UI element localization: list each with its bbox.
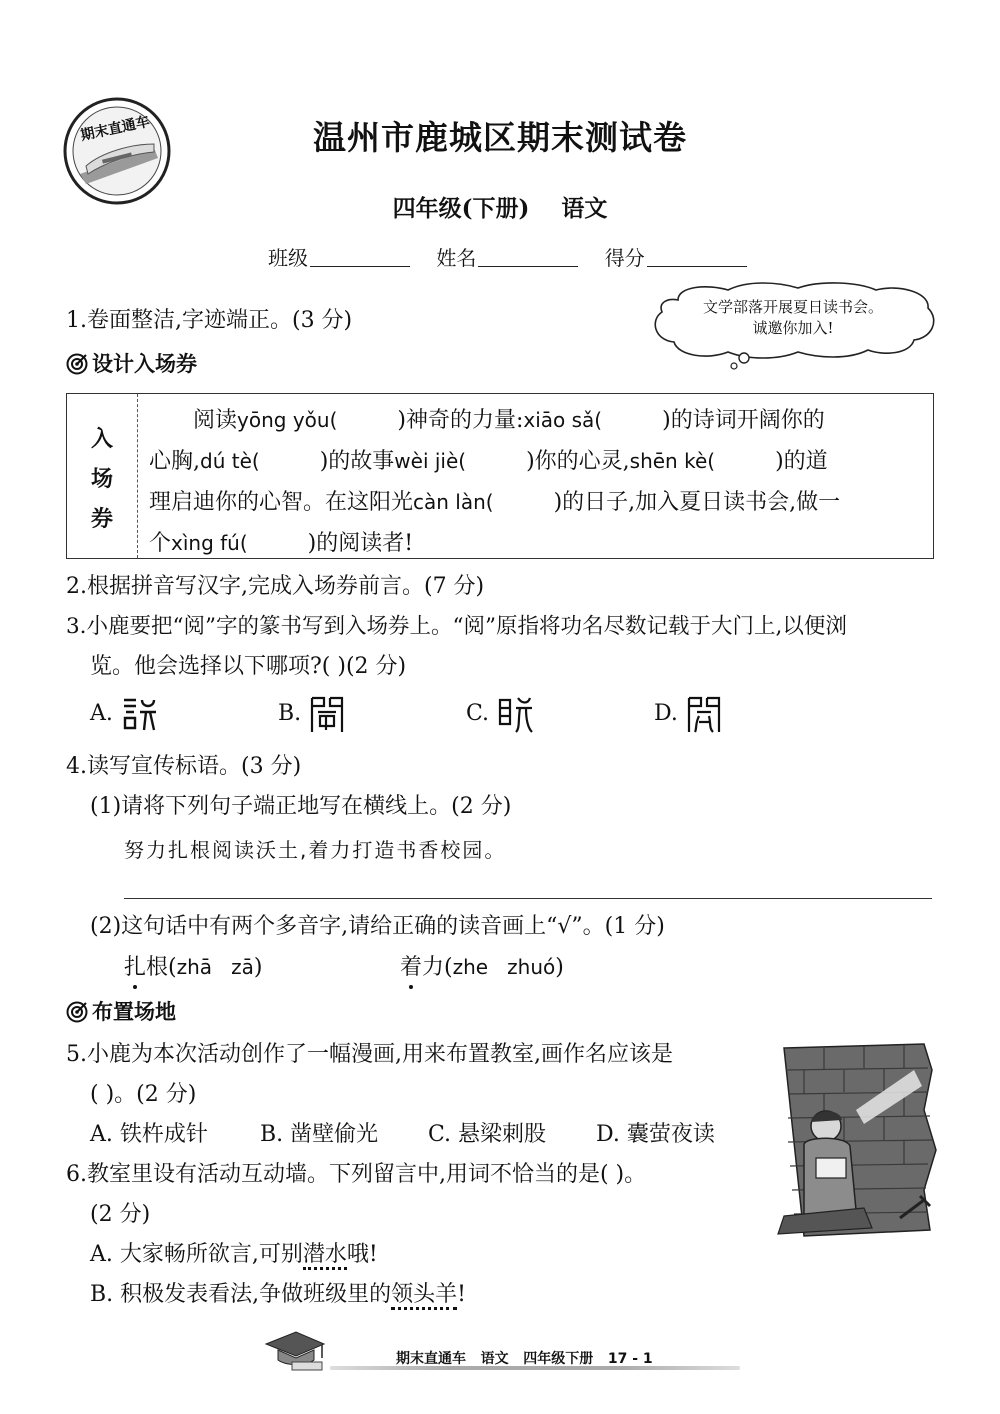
- ticket-box: [66, 393, 934, 559]
- question-5-line-2: ( )。(2 分): [90, 1082, 197, 1107]
- question-6-option-b[interactable]: [90, 1280, 466, 1310]
- pinyin-prompt: wèi jiè(: [394, 449, 467, 473]
- footer-text: 期末直通车 语文 四年级下册 17 - 1: [396, 1351, 653, 1367]
- bubble-line-2: 诚邀你加入!: [752, 319, 834, 337]
- section-title: 布置场地: [92, 999, 176, 1024]
- score-label: 得分: [604, 246, 645, 270]
- question-6-line-2: (2 分): [90, 1202, 151, 1227]
- polyphone-item-2[interactable]: [400, 952, 564, 983]
- pinyin-prompt: xìng fú(: [171, 531, 248, 555]
- question-5-option-d[interactable]: D. 囊萤夜读: [596, 1122, 715, 1147]
- ticket-text-part: )的诗词开阔你的: [662, 408, 825, 433]
- pinyin-options: zhe zhuó: [452, 955, 556, 979]
- ticket-text-part: )的道: [775, 449, 828, 474]
- dotted-char: 扎: [124, 953, 146, 983]
- subject-label: 语文: [561, 195, 608, 222]
- ticket-text-part: )的阅读者!: [307, 531, 414, 556]
- page-title: 温州市鹿城区期末测试卷: [313, 118, 687, 157]
- name-label: 姓名: [436, 246, 477, 270]
- question-3-line-2: 览。他会选择以下哪项?( )(2 分): [90, 654, 407, 679]
- illustration-wall-reading: [764, 1040, 944, 1240]
- writing-line[interactable]: [124, 898, 932, 899]
- polyphone-text: 根(: [146, 955, 177, 980]
- class-label: 班级: [268, 246, 308, 270]
- ticket-text-part: 心胸,: [149, 449, 200, 474]
- seal-script-glyph-c: [496, 694, 534, 734]
- student-info: [268, 242, 767, 271]
- ticket-text-part: 阅读: [193, 408, 238, 433]
- pinyin-prompt: shēn kè(: [629, 449, 716, 473]
- question-6-option-a[interactable]: [90, 1240, 378, 1270]
- question-4: 4.读写宣传标语。(3 分): [66, 754, 302, 779]
- option-text: !: [457, 1282, 467, 1307]
- slogan-text: 努力扎根阅读沃土,着力打造书香校园。: [124, 838, 507, 862]
- name-field[interactable]: [478, 248, 578, 267]
- option-d[interactable]: [654, 694, 723, 734]
- question-6-line-1: 6.教室里设有活动互动墙。下列留言中,用词不恰当的是( )。: [66, 1162, 647, 1187]
- pinyin-prompt: xiāo sǎ(: [523, 408, 603, 432]
- target-icon: [66, 1001, 88, 1023]
- ticket-side-char: 入: [91, 426, 114, 452]
- question-5-option-a[interactable]: A. 铁杵成针: [90, 1122, 208, 1147]
- ticket-text-part: 理启迪你的心智。在这阳光: [149, 490, 414, 515]
- option-text: 哦!: [346, 1242, 378, 1267]
- ticket-text-part: 个: [149, 531, 172, 556]
- option-label: D.: [654, 701, 678, 726]
- question-1: 1.卷面整洁,字迹端正。(3 分): [66, 308, 353, 333]
- question-3-line-1: 3.小鹿要把“阅”字的篆书写到入场券上。“阅”原指将功名尽数记载于大门上,以便浏: [66, 614, 847, 639]
- pinyin-options: zhā zā: [176, 955, 254, 979]
- speech-bubble: [648, 280, 938, 372]
- pinyin-prompt: dú tè(: [200, 449, 260, 473]
- seal-script-glyph-d: [685, 694, 723, 734]
- section-design-ticket: [66, 348, 197, 378]
- ticket-text: [149, 400, 929, 564]
- option-b[interactable]: [278, 694, 346, 734]
- polyphone-text: ): [253, 955, 263, 980]
- option-text: A. 大家畅所欲言,可别: [90, 1242, 303, 1267]
- polyphone-text: ): [555, 955, 564, 980]
- target-icon: [66, 353, 88, 375]
- ticket-text-part: )的故事: [319, 449, 395, 474]
- option-a[interactable]: [90, 694, 158, 734]
- polyphone-item-1[interactable]: [124, 952, 262, 983]
- pinyin-prompt: yōng yǒu(: [237, 408, 338, 432]
- seal-script-glyph-a: [120, 694, 158, 734]
- ticket-text-part: )神奇的力量:: [397, 408, 524, 433]
- ticket-side-char: 场: [91, 466, 114, 492]
- option-c[interactable]: [466, 694, 534, 734]
- class-field[interactable]: [310, 248, 410, 267]
- pinyin-prompt: càn làn(: [413, 490, 494, 514]
- question-5-option-c[interactable]: C. 悬梁刺股: [428, 1122, 547, 1147]
- question-4-sub-1: (1)请将下列句子端正地写在横线上。(2 分): [90, 794, 512, 819]
- section-arrange-venue: [66, 996, 176, 1026]
- ticket-text-part: )你的心灵,: [526, 449, 630, 474]
- seal-script-glyph-b: [308, 694, 346, 734]
- question-2: 2.根据拼音写汉字,完成入场券前言。(7 分): [66, 574, 485, 599]
- option-label: C.: [466, 701, 490, 726]
- dotted-word: 领头羊: [391, 1282, 457, 1310]
- ticket-text-part: )的日子,加入夏日读书会,做一: [553, 490, 841, 515]
- section-title: 设计入场券: [92, 351, 197, 376]
- option-text: B. 积极发表看法,争做班级里的: [90, 1282, 392, 1307]
- bubble-line-1: 文学部落开展夏日读书会。: [702, 298, 883, 316]
- dotted-word: 潜水: [303, 1242, 347, 1270]
- option-label: B.: [278, 701, 302, 726]
- ticket-side: [67, 394, 138, 558]
- logo-text: 期末直通车: [79, 113, 152, 145]
- question-4-sub-2: (2)这句话中有两个多音字,请给正确的读音画上“√”。(1 分): [90, 914, 665, 939]
- dotted-char: 着: [400, 953, 422, 983]
- subtitle: [0, 190, 1000, 223]
- footer-graduation-cap-icon: [262, 1328, 328, 1372]
- option-label: A.: [90, 701, 113, 726]
- score-field[interactable]: [647, 248, 747, 267]
- ticket-side-char: 券: [91, 506, 114, 532]
- polyphone-text: 力(: [422, 955, 453, 980]
- grade-label: 四年级(下册): [392, 195, 530, 222]
- question-5-option-b[interactable]: B. 凿壁偷光: [260, 1122, 379, 1147]
- question-5-line-1: 5.小鹿为本次活动创作了一幅漫画,用来布置教室,画作名应该是: [66, 1042, 673, 1067]
